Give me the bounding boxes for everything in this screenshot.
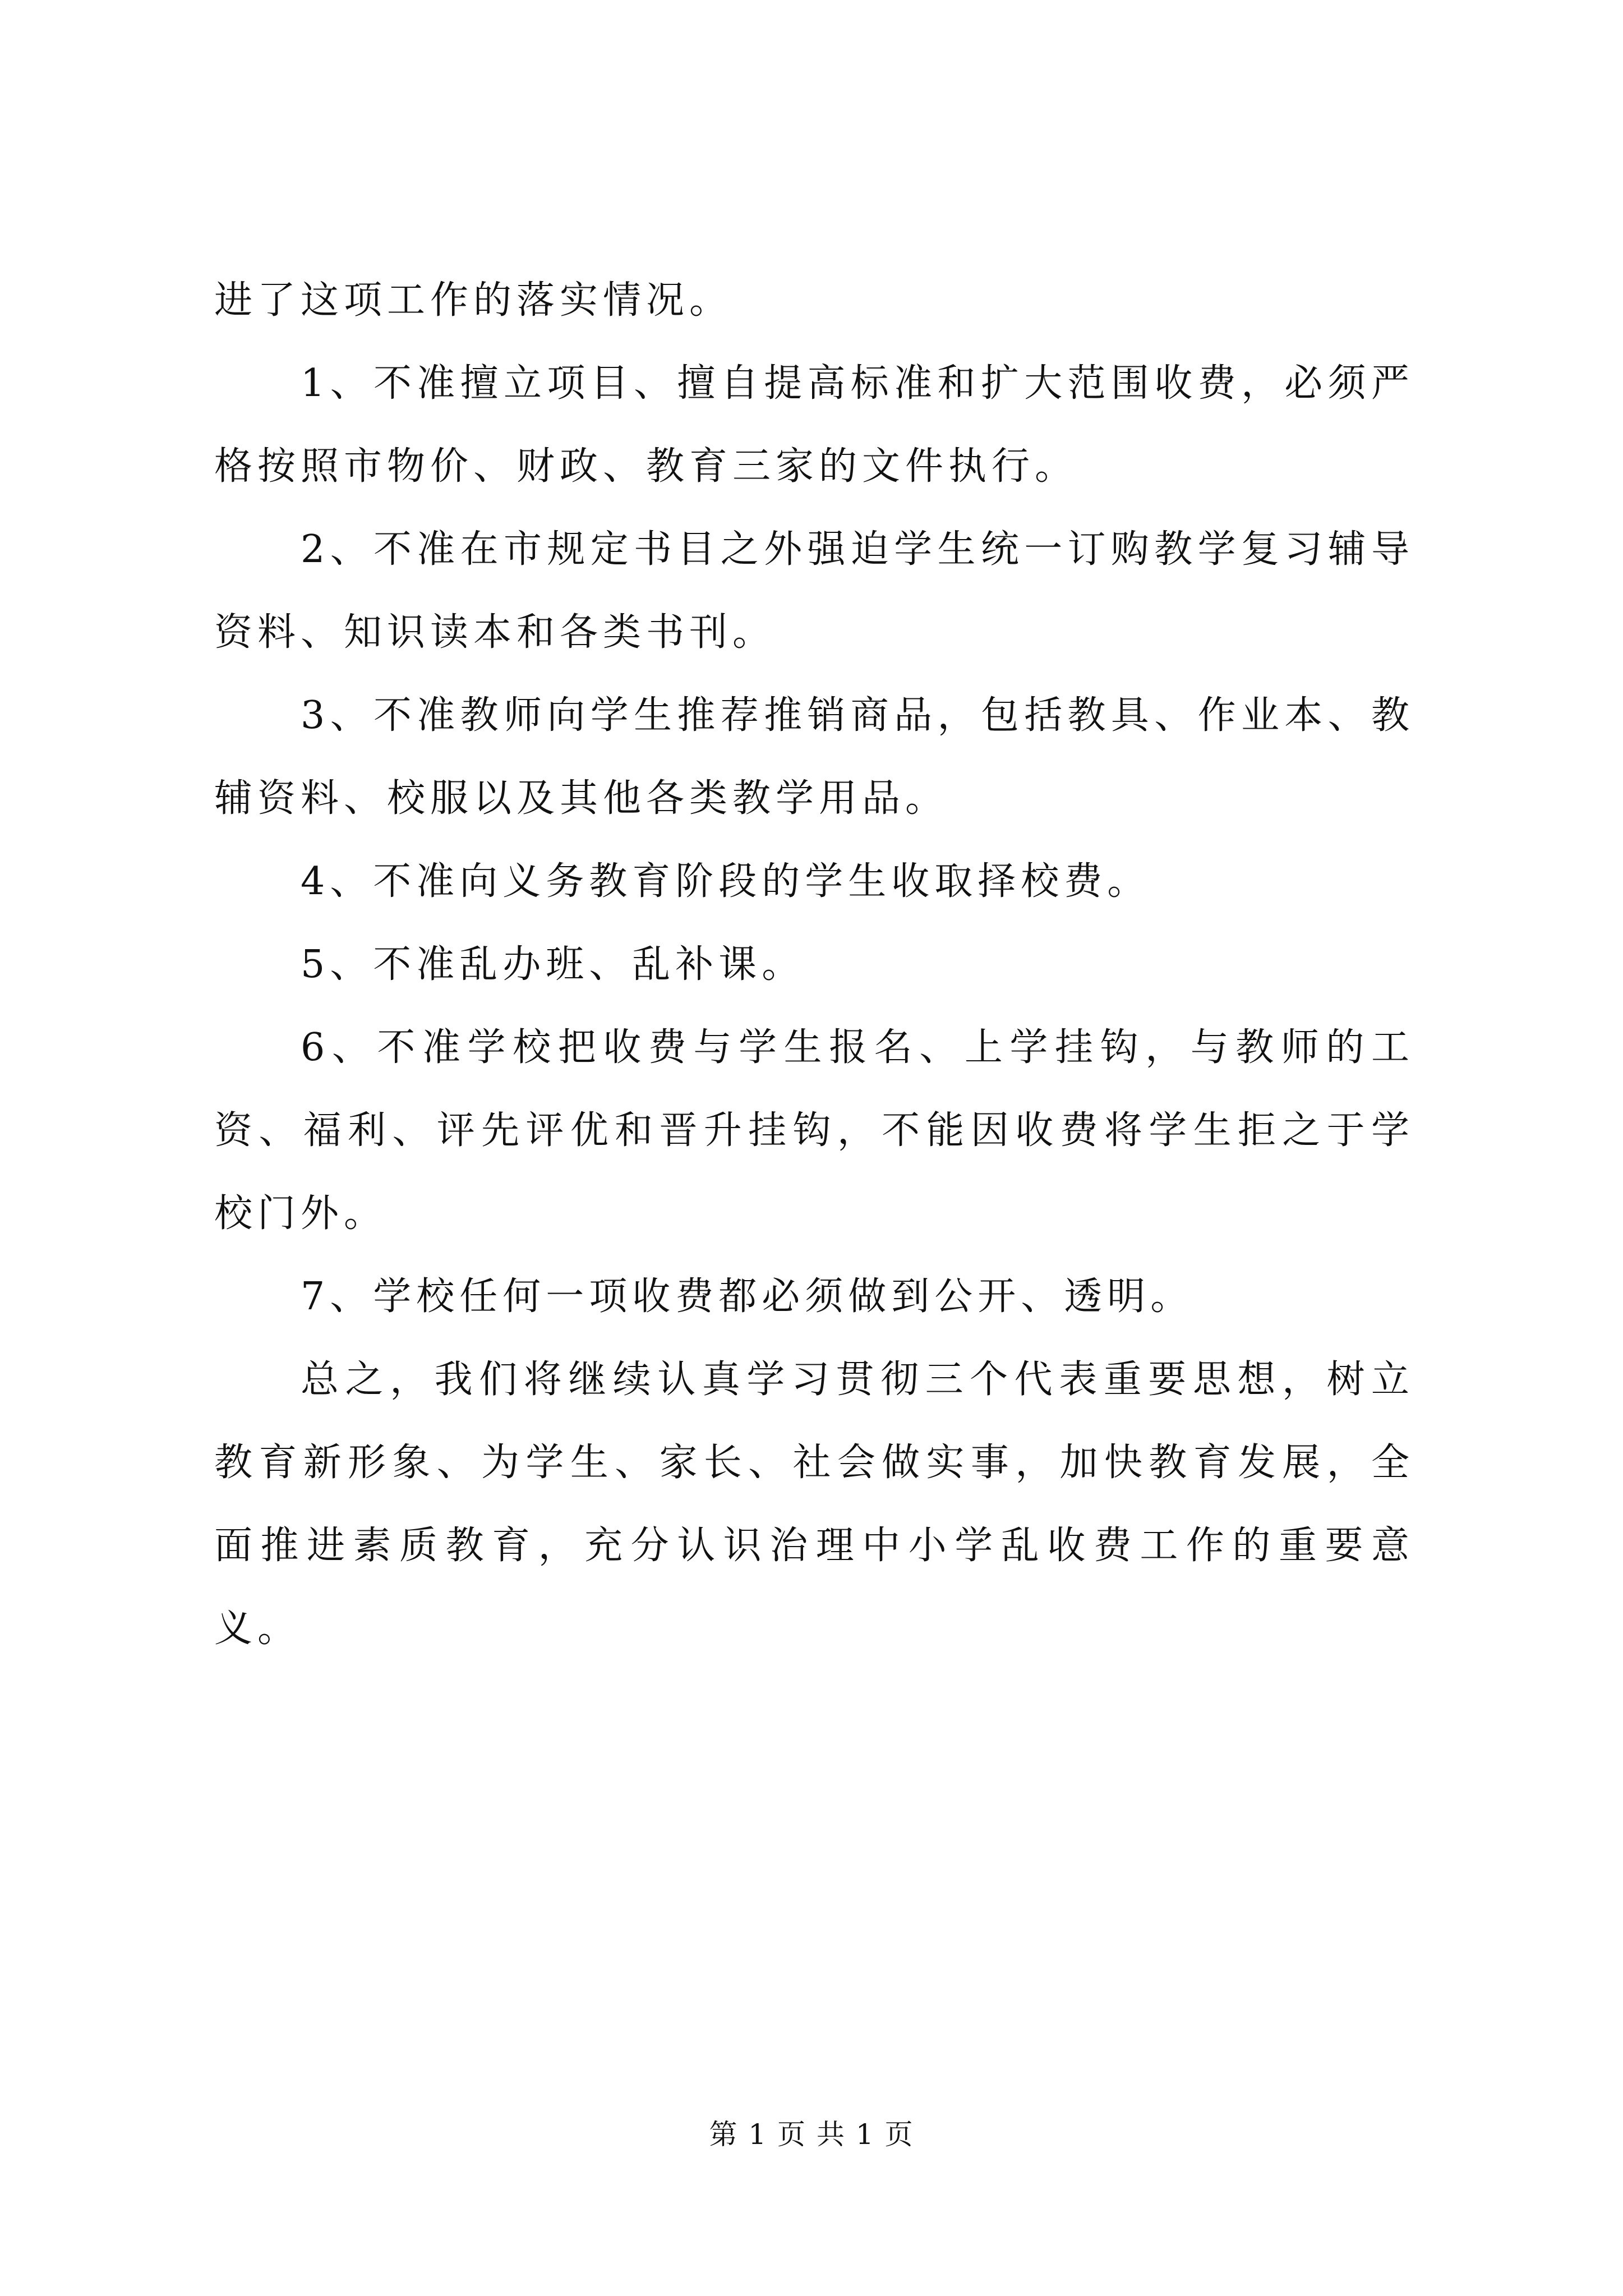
paragraph-continuation: 进了这项工作的落实情况。 <box>214 278 733 323</box>
list-item-3: 3、不准教师向学生推荐推销商品，包括教具、作业本、教辅资料、校服以及其他各类教学用品。 <box>214 693 1414 821</box>
conclusion-paragraph: 总之，我们将继续认真学习贯彻三个代表重要思想，树立教育新形象、为学生、家长、社会做实事，加快教育发展，全面推进素质教育，充分认识治理中小学乱收费工作的重要意义。 <box>214 1358 1414 1651</box>
document-body <box>214 259 1414 1671</box>
list-item-4: 4、不准向义务教育阶段的学生收取择校费。 <box>301 859 1151 904</box>
list-item-7: 7、学校任何一项收费都必须做到公开、透明。 <box>301 1274 1194 1319</box>
list-item-1: 1、不准擅立项目、擅自提高标准和扩大范围收费，必须严格按照市物价、财政、教育三家的文件执行。 <box>214 361 1414 489</box>
list-item-6: 6、不准学校把收费与学生报名、上学挂钩，与教师的工资、福利、评先评优和晋升挂钩，不能因收费将学生拒之于学校门外。 <box>214 1025 1414 1236</box>
list-item-5: 5、不准乱办班、乱补课。 <box>301 942 805 987</box>
page-number-footer: 第 1 页 共 1 页 <box>709 2118 914 2151</box>
list-item-2: 2、不准在市规定书目之外强迫学生统一订购教学复习辅导资料、知识读本和各类书刊。 <box>214 527 1414 655</box>
